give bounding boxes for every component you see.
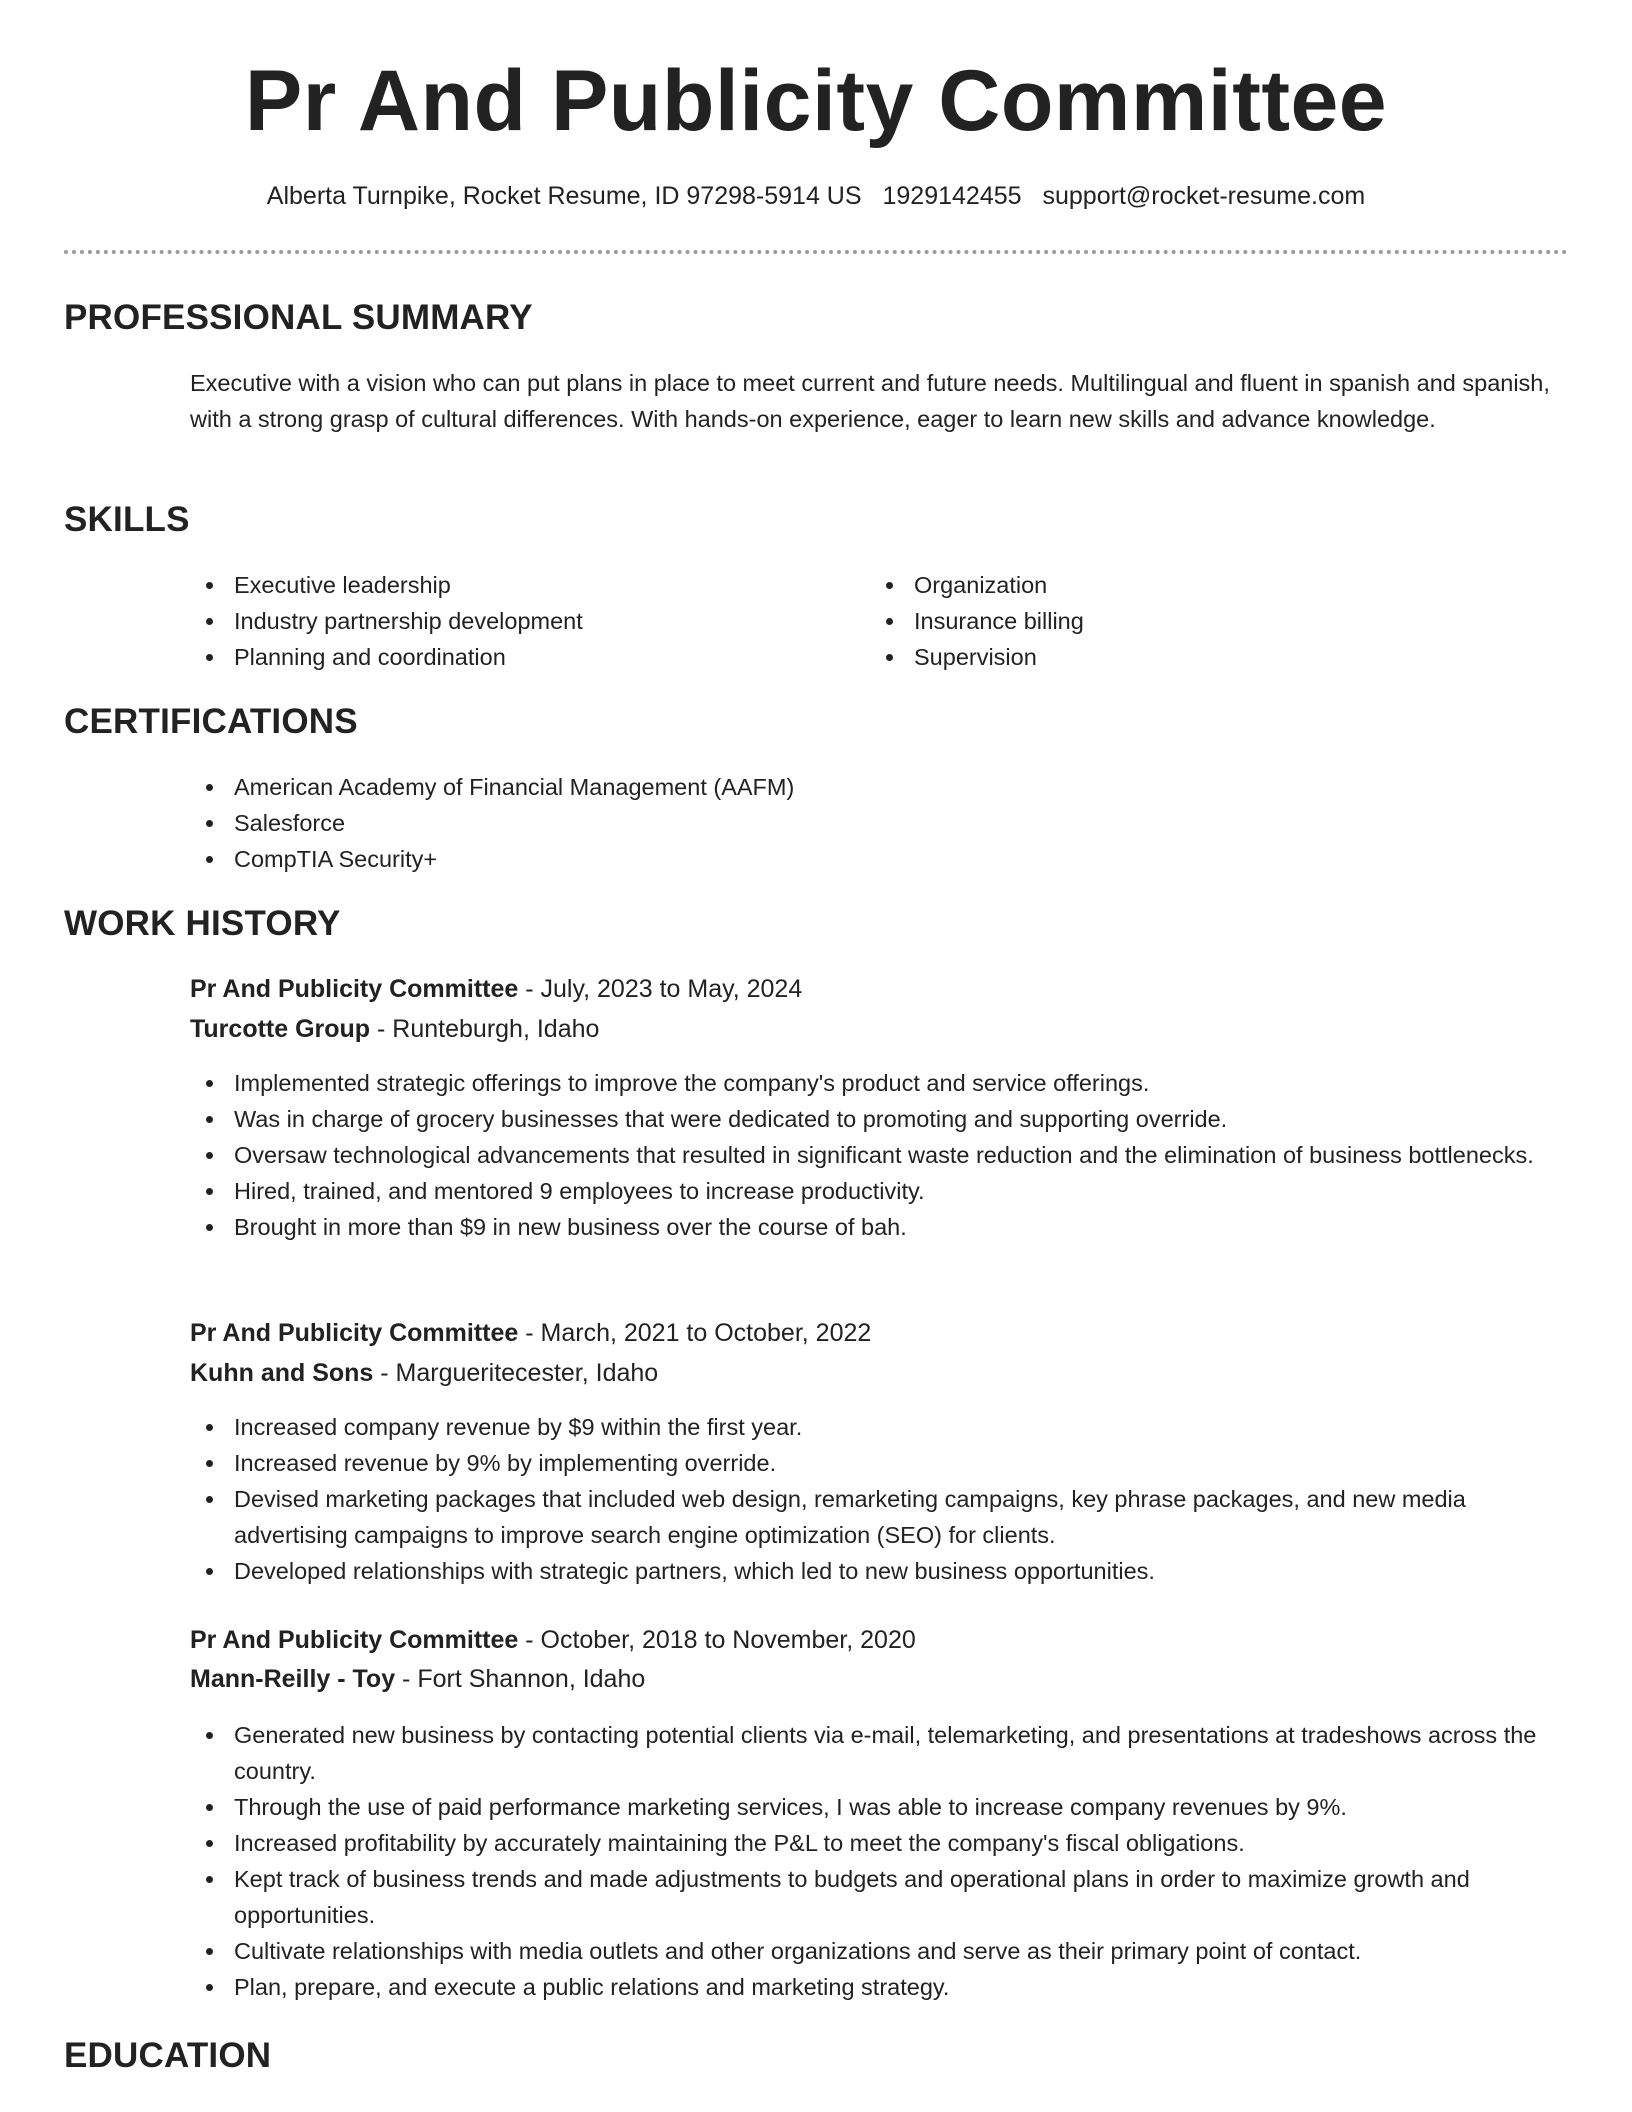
job-title-line — [190, 1319, 871, 1348]
job-bullet: Increased revenue by 9% by implementing override. — [190, 1445, 1570, 1481]
job-bullet: Devised marketing packages that included web design, remarketing campaigns, key phrase packages, and new media advertising campaigns to improve search engine optimization (SEO) for clients. — [190, 1481, 1570, 1553]
job-bullet: Through the use of paid performance marketing services, I was able to increase company revenues by 9%. — [190, 1789, 1570, 1825]
skill-item: Organization — [870, 567, 1530, 603]
skills-heading: SKILLS — [64, 500, 190, 539]
job-company-line — [190, 1665, 645, 1694]
certification-item: American Academy of Financial Management (AAFM) — [190, 769, 1550, 805]
summary-text: Executive with a vision who can put plans in place to meet current and future needs. Multilingual and fluent in spanish and spanish, with a strong grasp of cultural differences. With hands-on experience, eager to learn new skills and advance knowledge. — [190, 370, 1550, 432]
job-location: - Fort Shannon, Idaho — [395, 1665, 646, 1693]
job-bullet: Brought in more than $9 in new business over the course of bah. — [190, 1209, 1570, 1245]
job-bullet: Generated new business by contacting potential clients via e-mail, telemarketing, and presentations at tradeshows across the country. — [190, 1717, 1570, 1789]
certifications-list — [190, 769, 1550, 877]
job-bullet: Hired, trained, and mentored 9 employees to increase productivity. — [190, 1173, 1570, 1209]
job-bullet: Cultivate relationships with media outlets and other organizations and serve as their primary point of contact. — [190, 1933, 1570, 1969]
job-bullet: Developed relationships with strategic partners, which led to new business opportunities. — [190, 1553, 1570, 1589]
job-company-line — [190, 1359, 658, 1388]
job-bullet: Oversaw technological advancements that resulted in significant waste reduction and the elimination of business bottlenecks. — [190, 1137, 1570, 1173]
contact-phone: 1929142455 — [882, 182, 1022, 210]
job-location: - Margueritecester, Idaho — [373, 1359, 659, 1387]
job-company: Kuhn and Sons — [190, 1359, 374, 1387]
job-bullet: Increased profitability by accurately maintaining the P&L to meet the company's fiscal obligations. — [190, 1825, 1570, 1861]
job-bullet: Kept track of business trends and made adjustments to budgets and operational plans in order to maximize growth and opportunities. — [190, 1861, 1570, 1933]
skill-item: Supervision — [870, 639, 1530, 675]
job-title: Pr And Publicity Committee — [190, 975, 519, 1003]
job-bullet: Implemented strategic offerings to improve the company's product and service offerings. — [190, 1065, 1570, 1101]
skill-item: Insurance billing — [870, 603, 1530, 639]
certification-item: CompTIA Security+ — [190, 841, 1550, 877]
resume-name: Pr And Publicity Committee — [244, 53, 1388, 149]
job-bullets — [190, 1717, 1570, 2005]
job-title-line — [190, 1626, 916, 1655]
header-divider — [64, 250, 1568, 254]
work-history-heading: WORK HISTORY — [64, 904, 341, 943]
job-bullet: Increased company revenue by $9 within the first year. — [190, 1409, 1570, 1445]
job-bullet: Plan, prepare, and execute a public relations and marketing strategy. — [190, 1969, 1570, 2005]
job-dates: - March, 2021 to October, 2022 — [518, 1319, 872, 1347]
skill-item: Industry partnership development — [190, 603, 850, 639]
job-company: Turcotte Group — [190, 1015, 371, 1043]
job-company-line — [190, 1015, 599, 1044]
summary-heading: PROFESSIONAL SUMMARY — [64, 298, 533, 337]
contact-address: Alberta Turnpike, Rocket Resume, ID 97298-5914 US — [266, 182, 862, 210]
skills-list-right — [870, 567, 1530, 675]
contact-email: support@rocket-resume.com — [1042, 182, 1366, 210]
job-dates: - July, 2023 to May, 2024 — [518, 975, 803, 1003]
job-bullets — [190, 1065, 1570, 1245]
job-bullet: Was in charge of grocery businesses that were dedicated to promoting and supporting override. — [190, 1101, 1570, 1137]
certifications-heading: CERTIFICATIONS — [64, 702, 358, 741]
job-location: - Runteburgh, Idaho — [370, 1015, 600, 1043]
skills-list-left — [190, 567, 850, 675]
job-title: Pr And Publicity Committee — [190, 1319, 519, 1347]
skill-item: Planning and coordination — [190, 639, 850, 675]
job-dates: - October, 2018 to November, 2020 — [518, 1626, 916, 1654]
skill-item: Executive leadership — [190, 567, 850, 603]
education-heading: EDUCATION — [64, 2036, 272, 2075]
job-title-line — [190, 975, 802, 1004]
contact-line — [0, 182, 1632, 211]
job-bullets — [190, 1409, 1570, 1589]
certification-item: Salesforce — [190, 805, 1550, 841]
job-company: Mann-Reilly - Toy — [190, 1665, 396, 1693]
job-title: Pr And Publicity Committee — [190, 1626, 519, 1654]
